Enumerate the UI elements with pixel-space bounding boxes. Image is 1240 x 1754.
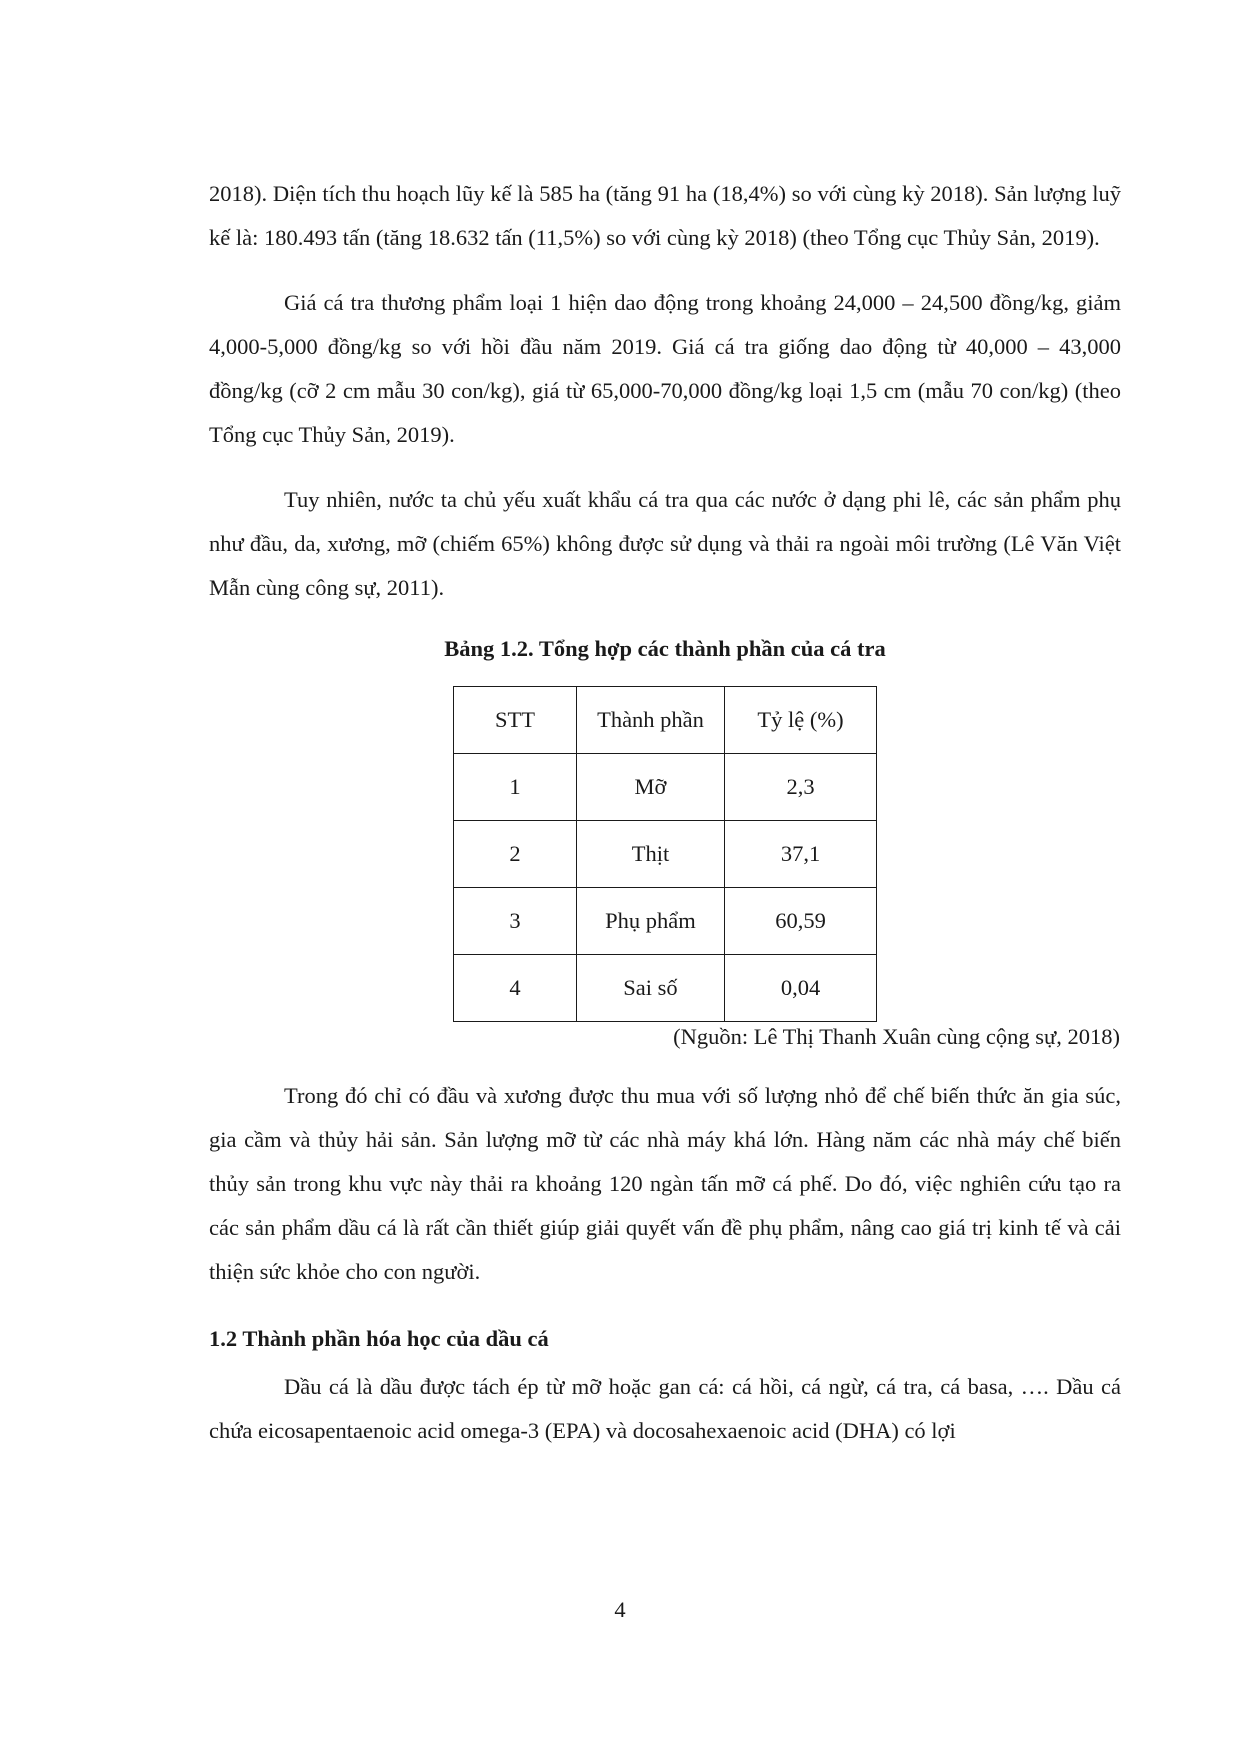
paragraph-byproducts: Trong đó chỉ có đầu và xương được thu mua với số lượng nhỏ để chế biến thức ăn gia súc, gia cầm và thủy hải sản. Sản lượng mỡ từ các nhà máy khá lớn. Hàng năm các nhà máy chế biến thủy sản trong khu vực này thải ra khoảng 120 ngàn tấn mỡ cá phế. Do đó, việc nghiên cứu tạo ra các sản phẩm dầu cá là rất cần thiết giúp giải quyết vấn đề phụ phẩm, nâng cao giá trị kinh tế và cải thiện sức khỏe cho con người. [209, 1083, 1121, 1284]
cell-component: Sai số [577, 955, 725, 1022]
document-page [209, 172, 1121, 1453]
paragraph-export: Tuy nhiên, nước ta chủ yếu xuất khẩu cá tra qua các nước ở dạng phi lê, các sản phẩm phụ như đầu, da, xương, mỡ (chiếm 65%) không được sử dụng và thải ra ngoài môi trường (Lê Văn Việt Mẫn cùng công sự, 2011). [209, 487, 1121, 600]
table-row [454, 888, 877, 955]
paragraph-fish-oil: Dầu cá là dầu được tách ép từ mỡ hoặc gan cá: cá hồi, cá ngừ, cá tra, cá basa, …. Dầu cá chứa eicosapentaenoic acid omega-3 (EPA) và docosahexaenoic acid (DHA) có lợi [209, 1374, 1121, 1443]
cell-component: Phụ phẩm [577, 888, 725, 955]
table-row [454, 955, 877, 1022]
cell-ratio: 37,1 [725, 821, 877, 888]
header-stt: STT [454, 687, 577, 754]
table-header-row [454, 687, 877, 754]
cell-stt: 1 [454, 754, 577, 821]
paragraph-harvest: 2018). Diện tích thu hoạch lũy kế là 585 ha (tăng 91 ha (18,4%) so với cùng kỳ 2018). Sản lượng luỹ kế là: 180.493 tấn (tăng 18.632 tấn (11,5%) so với cùng kỳ 2018) (theo Tổng cục Thủy Sản, 2019). [209, 181, 1121, 250]
composition-table [453, 686, 877, 1022]
table-source: (Nguồn: Lê Thị Thanh Xuân cùng cộng sự, 2018) [673, 1024, 1120, 1049]
table-row [454, 754, 877, 821]
cell-ratio: 60,59 [725, 888, 877, 955]
cell-ratio: 2,3 [725, 754, 877, 821]
cell-stt: 4 [454, 955, 577, 1022]
cell-stt: 3 [454, 888, 577, 955]
header-ratio: Tỷ lệ (%) [725, 687, 877, 754]
section-heading: 1.2 Thành phần hóa học của dầu cá [209, 1326, 549, 1351]
cell-component: Thịt [577, 821, 725, 888]
paragraph-price: Giá cá tra thương phẩm loại 1 hiện dao động trong khoảng 24,000 – 24,500 đồng/kg, giảm 4,000-5,000 đồng/kg so với hồi đầu năm 2019. Giá cá tra giống dao động từ 40,000 – 43,000 đồng/kg (cỡ 2 cm mẫu 30 con/kg), giá từ 65,000-70,000 đồng/kg loại 1,5 cm (mẫu 70 con/kg) (theo Tổng cục Thủy Sản, 2019). [209, 290, 1121, 447]
page-number: 4 [614, 1597, 626, 1622]
cell-component: Mỡ [577, 754, 725, 821]
table-row [454, 821, 877, 888]
table-caption: Bảng 1.2. Tổng hợp các thành phần của cá tra [444, 636, 886, 661]
cell-stt: 2 [454, 821, 577, 888]
cell-ratio: 0,04 [725, 955, 877, 1022]
header-component: Thành phần [577, 687, 725, 754]
